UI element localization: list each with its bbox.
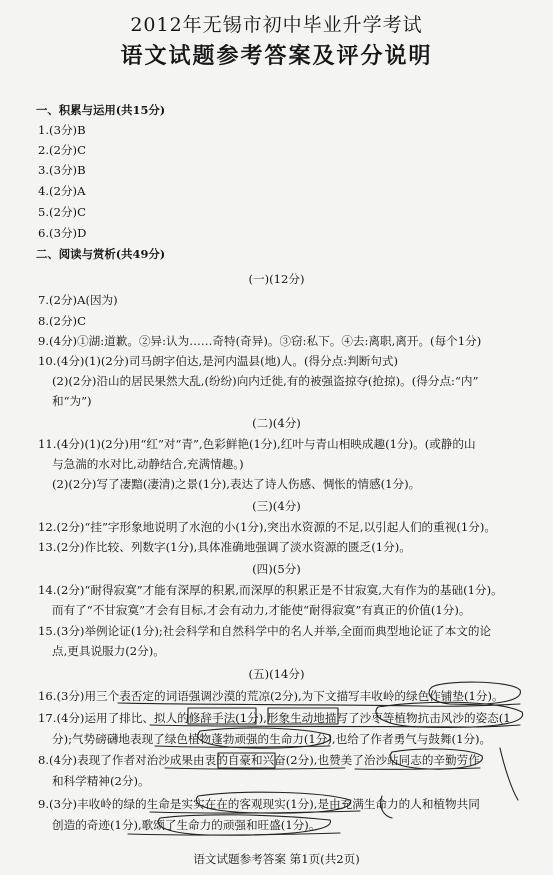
pen-circle xyxy=(196,792,350,813)
answer-item-5: 5.(2分)C xyxy=(38,205,86,219)
answer-item-1: 1.(3分)B xyxy=(38,123,86,137)
document-subtitle: 语文试题参考答案及评分说明 xyxy=(120,43,433,69)
answer-item-17: 17.(4分)运用了排比、拟人的修辞手法(1分),形象生动地描写了沙枣等植物抗击风沙的姿态(1 xyxy=(38,711,511,725)
answer-item-14: 14.(2分)“耐得寂寞”才能有深厚的积累,而深厚的积累正是不甘寂寞,大有作为的基础(1分)。 xyxy=(38,583,503,597)
answer-item-8: 8.(2分)C xyxy=(38,314,86,328)
answer-item-10: 10.(4分)(1)(2分)司马朗字伯达,是河内温县(地)人。(得分点:判断句式) xyxy=(38,354,399,368)
answer-item-13: 13.(2分)作比较、列数字(1分),具体准确地强调了淡水资源的匮乏(1分)。 xyxy=(38,540,411,554)
pen-circle xyxy=(390,749,482,769)
part-label-3: (三)(4分) xyxy=(252,499,301,513)
pen-box xyxy=(268,708,338,724)
answer-item-10-cont: 和“为”) xyxy=(52,394,92,408)
answer-item-11: 11.(4分)(1)(2分)用“红”对“青”,色彩鲜艳(1分),红叶与青山相映成趣(1分)。(或静的山 xyxy=(38,437,476,451)
pen-mark xyxy=(381,796,392,818)
answer-item-15: 15.(3分)举例论证(1分);社会科学和自然科学中的名人并举,全面而典型地论证了本文的论 xyxy=(38,624,492,638)
part-label-5: (五)(14分) xyxy=(248,667,305,681)
answer-item-14-cont: 而有了“不甘寂寞”才会有目标,才会有动力,才能使“耐得寂寞”有真正的价值(1分)。 xyxy=(52,603,471,617)
pen-circle xyxy=(158,815,330,835)
answer-item-17-cont: 分);气势磅礴地表现了绿色植物蓬勃顽强的生命力(1分),也给了作者勇气与鼓舞(1分)。 xyxy=(52,732,492,746)
answer-item-15-cont: 点,更具说服力(2分)。 xyxy=(52,644,165,658)
answer-item-11-part2: (2)(2分)写了凄黯(凄清)之景(1分),表达了诗人伤感、惆怅的情感(1分)。 xyxy=(52,477,421,491)
pen-circle xyxy=(198,728,331,748)
answer-item-4: 4.(2分)A xyxy=(38,184,86,198)
answer-item-10-part2: (2)(2分)沿山的居民果然大乱,(纷纷)向内迁徙,有的被强盗掠夺(抢掠)。(得分点:“内” xyxy=(52,374,479,388)
pen-circle xyxy=(429,682,520,704)
page-footer: 语文试题参考答案 第1页(共2页) xyxy=(193,852,360,866)
part-label-4: (四)(5分) xyxy=(252,562,301,576)
pen-mark xyxy=(500,748,518,800)
answer-item-19: 9.(3分)丰收岭的绿的生命是实实在在的客观现实(1分),是由充满生命力的人和植物共同 xyxy=(38,797,480,811)
answer-item-9: 9.(4分)①湖:道歉。②异:认为……奇特(奇异)。③窃:私下。④去:离职,离开。(每个1分) xyxy=(38,334,482,348)
pen-box xyxy=(218,753,275,768)
answer-item-6: 6.(3分)D xyxy=(38,226,87,240)
answer-item-2: 2.(2分)C xyxy=(38,143,86,157)
answer-item-11-cont: 与急湍的水对比,动静结合,充满情趣。) xyxy=(52,457,244,471)
answer-item-7: 7.(2分)A(因为) xyxy=(38,293,118,307)
section-heading-1: 一、积累与运用(共15分) xyxy=(36,103,166,117)
answer-item-3: 3.(3分)B xyxy=(38,163,86,177)
answer-item-18: 8.(4分)表现了作者对治沙成果由衷的自豪和兴奋(2分),也赞美了治沙站同志的辛勤劳作 xyxy=(38,753,480,767)
answer-item-12: 12.(2分)“挂”字形象地说明了水泡的小(1分),突出水资源的不足,以引起人们的重视(1分)。 xyxy=(38,520,496,534)
part-label-1: (一)(12分) xyxy=(248,272,305,286)
part-label-2: (二)(4分) xyxy=(252,416,301,430)
answer-item-18-cont: 和科学精神(2分)。 xyxy=(52,774,150,788)
pen-box xyxy=(188,708,256,724)
exam-title: 2012年无锡市初中毕业升学考试 xyxy=(130,14,423,36)
section-heading-2: 二、阅读与赏析(共49分) xyxy=(36,247,166,261)
answer-item-16: 16.(3分)用三个表否定的词语强调沙漠的荒凉(2分),为下文描写丰收岭的绿色作铺垫(1分)。 xyxy=(38,689,504,703)
answer-item-19-cont: 创造的奇迹(1分),歌颂了生命力的顽强和旺盛(1分)。 xyxy=(52,818,321,832)
